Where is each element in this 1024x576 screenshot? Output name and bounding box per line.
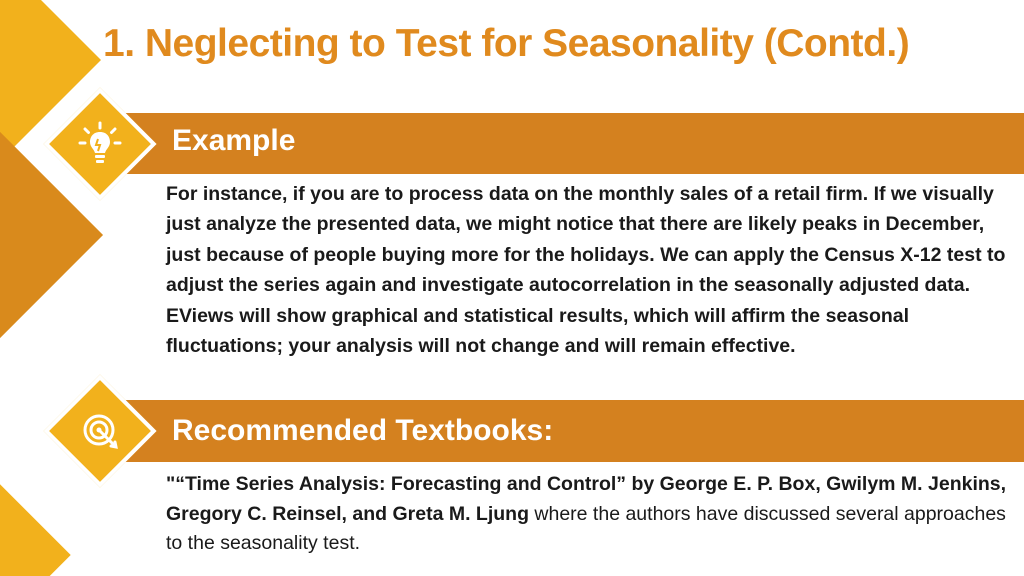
lightbulb-icon <box>70 114 130 174</box>
example-heading: Example <box>172 124 296 157</box>
example-paragraph: For instance, if you are to process data on the monthly sales of a retail firm. If we visually just analyze the presented data, we might notice that there are likely peaks in December, just because of people buying more for the holidays. We can apply the Census X-12 test to adjust the series again and investigate autocorrelation in the seasonally adjusted data. EViews will show graphical and statistical results, which will affirm the seasonal fluctuations; your analysis will not change and will remain effective. <box>166 183 1006 358</box>
target-icon <box>70 401 130 461</box>
textbooks-paragraph <box>166 470 1011 559</box>
book-description: where the authors have discussed several approaches to the seasonality test. <box>166 502 1006 554</box>
decorative-diamond-bottom <box>0 484 71 576</box>
example-heading-band <box>120 113 1024 174</box>
textbooks-heading-band <box>120 400 1024 462</box>
textbooks-heading: Recommended Textbooks: <box>172 414 554 447</box>
book-citation: "“Time Series Analysis: Forecasting and Control” by George E. P. Box, Gwilym M. Jenkins, Gregory C. Reinsel, and Greta M. Ljung <box>166 473 1007 525</box>
slide-title: 1. Neglecting to Test for Seasonality (Contd.) <box>103 22 910 65</box>
